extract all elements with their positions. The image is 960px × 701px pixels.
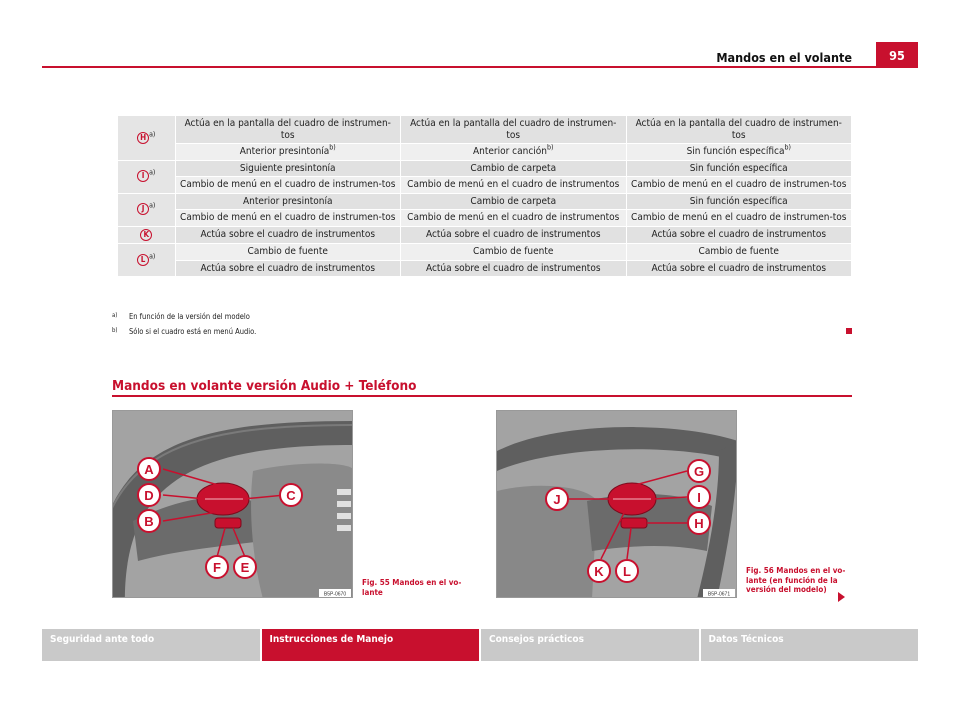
page-number: 95	[876, 42, 918, 68]
table-row	[118, 210, 852, 227]
table-cell: Cambio de menú en el cuadro de instrumen-tos	[175, 177, 401, 194]
table-row	[118, 193, 852, 210]
figure-56-caption: Fig. 56 Mandos en el vo-lante (en función de la versión del modelo)	[746, 566, 846, 594]
callout-label: J	[553, 492, 561, 507]
row-key-i: I $^{a)}$	[118, 160, 175, 193]
callout-label: A	[144, 462, 154, 477]
figure-56-image	[496, 410, 737, 598]
table-cell: Cambio de fuente	[626, 244, 852, 261]
key-letter-icon: L	[137, 254, 149, 266]
footer-tab-datos[interactable]: Datos Técnicos	[701, 629, 919, 661]
callout-label: L	[623, 564, 631, 579]
figure-55-image	[112, 410, 353, 598]
callout-label: G	[693, 464, 705, 479]
callout-label: B	[144, 514, 154, 529]
table-cell: Actúa en la pantalla del cuadro de instrumen-tos	[175, 116, 401, 144]
table-cell: Actúa sobre el cuadro de instrumentos	[626, 226, 852, 244]
table-cell: Sin función específica	[626, 193, 852, 210]
row-key-l: L $^{a)}$	[118, 244, 175, 277]
table-row	[118, 144, 852, 161]
controls-table	[118, 116, 852, 277]
table-row	[118, 160, 852, 177]
table-row	[118, 177, 852, 194]
running-header-title: Mandos en el volante	[716, 50, 852, 65]
section-end-marker	[846, 328, 852, 334]
row-key-k	[118, 226, 175, 244]
footer-tab-instrucciones[interactable]: Instrucciones de Manejo	[262, 629, 480, 661]
table-row	[118, 260, 852, 277]
footnote-a: a) En función de la versión del modelo	[112, 312, 250, 321]
footer-tab-consejos[interactable]: Consejos prácticos	[481, 629, 699, 661]
table-cell: Cambio de menú en el cuadro de instrumen-tos	[626, 177, 852, 194]
section-title: Mandos en volante versión Audio + Teléfono	[112, 378, 417, 394]
footer-navigation	[42, 629, 918, 661]
key-letter-icon: H	[137, 132, 149, 144]
footer-tab-seguridad[interactable]: Seguridad ante todo	[42, 629, 260, 661]
table-cell: Cambio de carpeta	[401, 193, 627, 210]
row-key-h: H $^{a)}$	[118, 116, 175, 160]
table-cell: Sin función específica	[626, 160, 852, 177]
table-cell: Actúa sobre el cuadro de instrumentos	[175, 260, 401, 277]
table-cell: Cambio de menú en el cuadro de instrumentos	[401, 177, 627, 194]
table-cell: Actúa sobre el cuadro de instrumentos	[626, 260, 852, 277]
key-letter-icon: J	[137, 203, 149, 215]
table-cell: Cambio de menú en el cuadro de instrumentos	[401, 210, 627, 227]
table-cell: Actúa en la pantalla del cuadro de instrumen-tos	[626, 116, 852, 144]
table-cell: Siguiente presintonía	[175, 160, 401, 177]
table-cell: Cambio de carpeta	[401, 160, 627, 177]
table-cell: Anterior presintonía$^{b)}$	[175, 144, 401, 161]
table-cell: Cambio de fuente	[401, 244, 627, 261]
footnote-b: b) Sólo si el cuadro está en menú Audio.	[112, 327, 257, 336]
callout-label: I	[697, 490, 701, 505]
callout-label: F	[213, 560, 221, 575]
key-letter-icon: K	[140, 229, 152, 241]
figure-code: B5P-0671	[707, 591, 731, 598]
steering-wheel-illustration	[113, 411, 353, 598]
table-cell: Actúa sobre el cuadro de instrumentos	[401, 260, 627, 277]
row-key-j: J $^{a)}$	[118, 193, 175, 226]
table-cell: Sin función específica$^{b)}$	[626, 144, 852, 161]
steering-wheel-illustration	[497, 411, 737, 598]
header-rule	[42, 66, 918, 68]
table-cell: Actúa en la pantalla del cuadro de instrumen-tos	[401, 116, 627, 144]
table-cell: Cambio de fuente	[175, 244, 401, 261]
table-cell: Actúa sobre el cuadro de instrumentos	[175, 226, 401, 244]
table-cell: Anterior presintonía	[175, 193, 401, 210]
figure-code: B5P-0670	[323, 591, 347, 598]
callout-label: K	[594, 564, 604, 579]
table-cell: Anterior canción$^{b)}$	[401, 144, 627, 161]
table-row	[118, 226, 852, 244]
figure-55-caption: Fig. 55 Mandos en el vo-lante	[362, 578, 462, 597]
continue-arrow-icon	[838, 592, 845, 602]
callout-label: H	[694, 516, 704, 531]
section-rule	[112, 395, 852, 397]
callout-label: E	[240, 560, 250, 575]
table-row	[118, 116, 852, 144]
key-letter-icon: I	[137, 170, 149, 182]
callout-label: D	[144, 488, 154, 503]
table-cell: Cambio de menú en el cuadro de instrumen-tos	[626, 210, 852, 227]
table-cell: Actúa sobre el cuadro de instrumentos	[401, 226, 627, 244]
table-cell: Cambio de menú en el cuadro de instrumen-tos	[175, 210, 401, 227]
callout-label: C	[286, 488, 296, 503]
table-row	[118, 244, 852, 261]
